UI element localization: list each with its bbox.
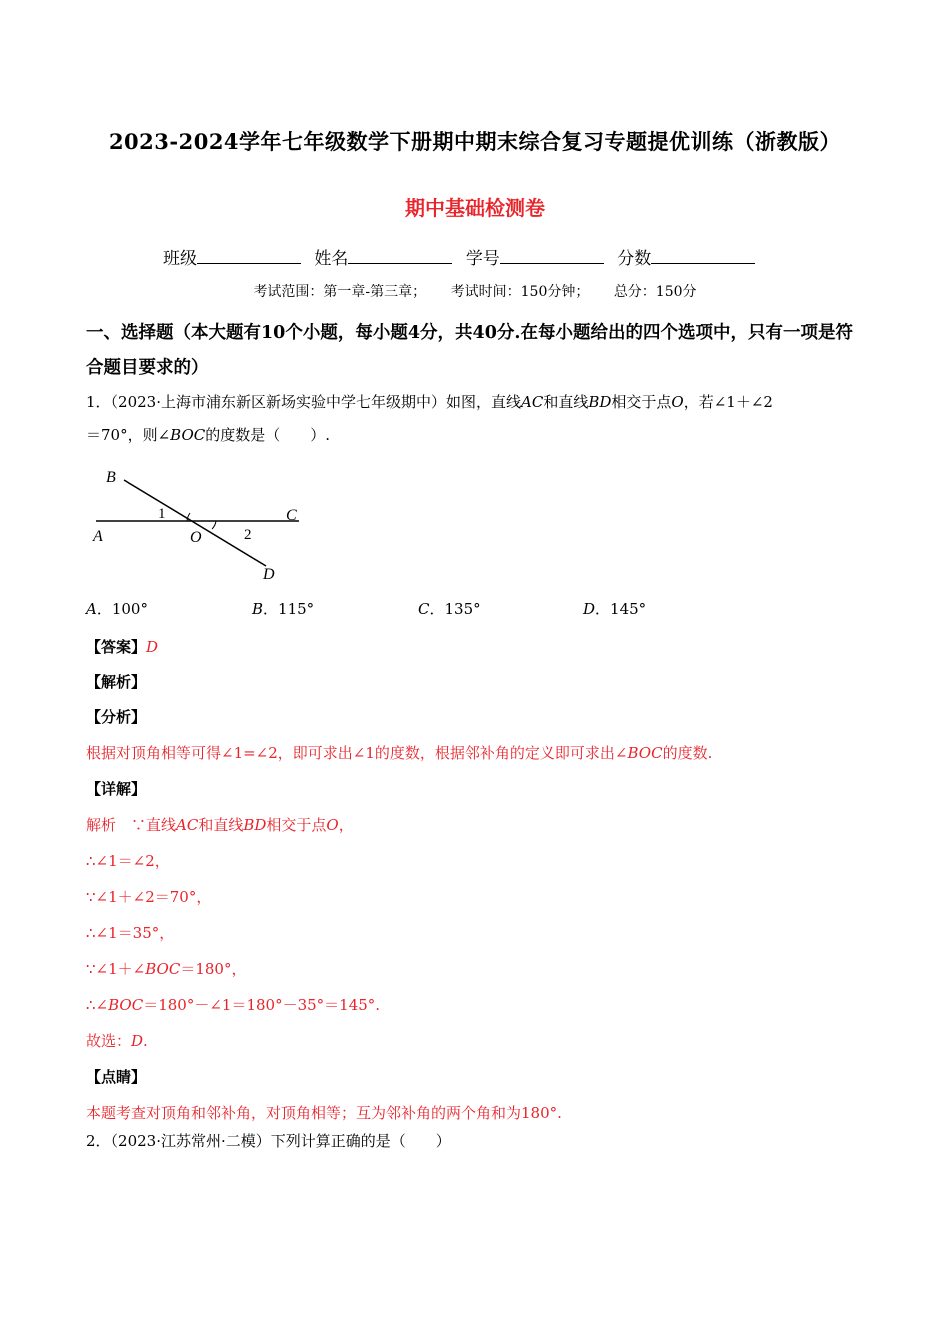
- question-source: （2023·上海市浦东新区新场实验中学七年级期中）: [110, 393, 446, 411]
- question-number: 1．: [86, 393, 111, 411]
- detail-text: ，: [338, 816, 354, 834]
- question-1-choices: [86, 598, 786, 626]
- fenxi-tag: 【分析】: [86, 708, 147, 726]
- detail-line-1: [86, 814, 354, 835]
- choice-c[interactable]: [418, 598, 481, 619]
- exam-total: 总分：150分: [613, 284, 697, 300]
- stem-text: 如图，直线: [446, 393, 522, 411]
- point-o: O: [326, 816, 339, 834]
- detail-text: ∵∠1＋∠: [86, 960, 146, 978]
- stem-text: 的度数是（ ）.: [205, 426, 331, 444]
- section-heading: 一、选择题（本大题有10个小题，每小题4分，共40分.在每小题给出的四个选项中，只有一项是符合题目要求的）: [86, 323, 853, 378]
- choice-d[interactable]: [583, 598, 646, 619]
- label-o: O: [190, 529, 202, 546]
- answer-tag: 【答案】: [86, 638, 147, 656]
- class-label: 班级: [163, 249, 197, 269]
- detail-line-7: [86, 1030, 148, 1051]
- answer-letter: D: [131, 1032, 144, 1050]
- detail-line-2: ∴∠1＝∠2，: [86, 852, 170, 870]
- question-source: （2023·江苏常州·二模）: [110, 1132, 271, 1150]
- stem-text: 下列计算正确的是（ ）: [270, 1132, 451, 1150]
- name-field: [314, 244, 452, 269]
- choice-text: ．100°: [96, 600, 148, 618]
- stem-text: ＝70°，则∠: [86, 426, 171, 444]
- label-angle-2: 2: [244, 527, 252, 543]
- class-field: [163, 244, 301, 269]
- choice-b[interactable]: [252, 598, 314, 619]
- label-d: D: [263, 566, 275, 583]
- line-ac: AC: [521, 393, 544, 411]
- fenxi-text-a: 根据对顶角相等可得∠1=∠2，即可求出∠1的度数，根据邻补角的定义即可求出∠: [86, 744, 628, 762]
- score-label: 分数: [617, 249, 652, 269]
- comment-tag: 【点睛】: [86, 1068, 147, 1086]
- choice-text: ．145°: [595, 600, 647, 618]
- detail-line-5: [86, 958, 246, 979]
- choice-text: ．135°: [429, 600, 481, 618]
- choice-letter: A: [86, 600, 97, 618]
- fenxi-text-b: 的度数.: [662, 744, 713, 762]
- angle-boc: BOC: [627, 744, 663, 762]
- detail-text: 解析 ∵直线: [86, 816, 177, 834]
- comment-text: 本题考查对顶角和邻补角，对顶角相等；互为邻补角的两个角和为180°.: [86, 1104, 562, 1122]
- angle-boc: BOC: [108, 996, 144, 1014]
- label-a: A: [93, 528, 103, 545]
- detail-text: ∴∠: [86, 996, 109, 1014]
- point-o: O: [671, 393, 684, 411]
- answer-value: D: [146, 638, 159, 656]
- label-angle-1: 1: [158, 506, 166, 522]
- name-label: 姓名: [314, 249, 349, 269]
- question-2-stem: [86, 1130, 451, 1151]
- choice-letter: D: [583, 600, 596, 618]
- student-info-row: [163, 244, 763, 269]
- question-number: 2．: [86, 1132, 111, 1150]
- line-bd-segment: [124, 480, 266, 566]
- detail-text: ＝180°，: [180, 960, 247, 978]
- detail-text: 相交于点: [266, 816, 327, 834]
- angle-2-arc: [212, 521, 216, 529]
- fenxi-text: [86, 742, 712, 763]
- answer-line: [86, 636, 158, 657]
- label-c: C: [286, 507, 297, 524]
- stem-text: 相交于点: [611, 393, 672, 411]
- detail-tag: 【详解】: [86, 780, 147, 798]
- line-bd: BD: [588, 393, 612, 411]
- line-bd: BD: [243, 816, 267, 834]
- line-ac: AC: [176, 816, 199, 834]
- exam-meta: [0, 281, 950, 301]
- detail-line-3: ∵∠1＋∠2＝70°，: [86, 888, 212, 906]
- angle-boc: BOC: [170, 426, 206, 444]
- choice-letter: B: [252, 600, 264, 618]
- page-subtitle: 期中基础检测卷: [405, 196, 545, 220]
- student-id-blank: [500, 247, 604, 264]
- detail-text: 和直线: [198, 816, 244, 834]
- detail-text: .: [143, 1032, 148, 1050]
- stem-text: 和直线: [543, 393, 589, 411]
- angle-boc: BOC: [145, 960, 181, 978]
- choice-letter: C: [418, 600, 430, 618]
- detail-text: 故选：: [86, 1032, 132, 1050]
- score-field: [617, 244, 755, 269]
- choice-text: ．115°: [263, 600, 315, 618]
- choice-a[interactable]: [86, 598, 148, 619]
- name-blank: [348, 247, 452, 264]
- student-id-label: 学号: [465, 249, 500, 269]
- student-id-field: [466, 244, 604, 269]
- stem-text: ，若∠1＋∠2: [683, 393, 773, 411]
- exam-time: 考试时间：150分钟；: [450, 284, 590, 300]
- detail-text: ＝180°－∠1＝180°－35°＝145°.: [143, 996, 381, 1014]
- exam-scope: 考试范围：第一章-第三章；: [253, 284, 427, 300]
- question-1-line-2: [86, 419, 866, 452]
- analysis-tag: 【解析】: [86, 673, 147, 691]
- page-title: 2023-2024学年七年级数学下册期中期末综合复习专题提优训练（浙教版）: [108, 129, 842, 154]
- question-1-stem: [86, 386, 866, 452]
- detail-line-6: [86, 994, 380, 1015]
- question-1-line-1: [86, 386, 866, 419]
- score-blank: [651, 247, 755, 264]
- detail-line-4: ∴∠1＝35°，: [86, 924, 175, 942]
- class-blank: [197, 247, 301, 264]
- label-b: B: [106, 469, 116, 486]
- intersecting-lines-figure: [86, 462, 316, 588]
